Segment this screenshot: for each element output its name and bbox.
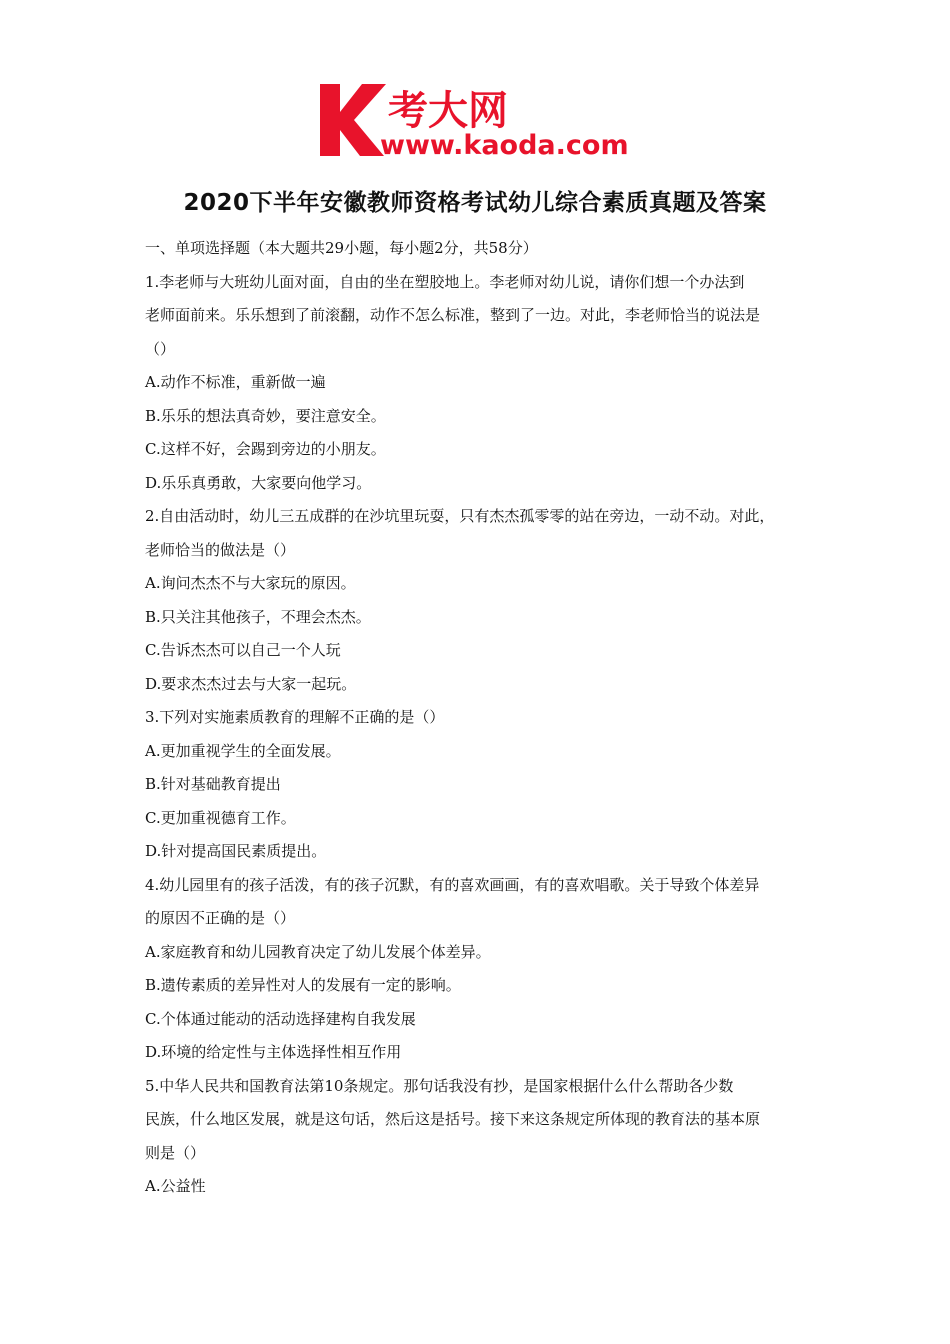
document-body (145, 232, 825, 1204)
option-b: B.遗传素质的差异性对人的发展有一定的影响。 (145, 976, 461, 994)
question-stem-line: 3.下列对实施素质教育的理解不正确的是（） (145, 708, 445, 726)
option-c: C.告诉杰杰可以自己一个人玩 (145, 641, 341, 659)
question-stem-line: 老师恰当的做法是（） (145, 540, 296, 559)
question-stem-line: 1.李老师与大班幼儿面对面，自由的坐在塑胶地上。李老师对幼儿说，请你们想一个办法到 (145, 272, 745, 291)
logo-k-mark (320, 84, 386, 156)
logo-brand-text: 考大网 (388, 88, 508, 134)
question-stem-line: 民族，什么地区发展，就是这句话，然后这是括号。接下来这条规定所体现的教育法的基本原 (145, 1110, 761, 1128)
question-stem-line: 则是（） (145, 1143, 206, 1162)
question-stem-line: 2.自由活动时，幼儿三五成群的在沙坑里玩耍，只有杰杰孤零零的站在旁边，一动不动。对此， (145, 507, 775, 525)
option-d: D.环境的给定性与主体选择性相互作用 (145, 1043, 402, 1061)
page-title: 2020下半年安徽教师资格考试幼儿综合素质真题及答案 (183, 190, 767, 216)
option-c: C.个体通过能动的活动选择建构自我发展 (145, 1009, 416, 1028)
option-b: B.只关注其他孩子，不理会杰杰。 (145, 607, 371, 626)
option-a: A.动作不标准，重新做一遍 (145, 373, 326, 391)
question-stem-line: （） (145, 339, 176, 358)
question-2 (145, 500, 825, 701)
option-a: A.更加重视学生的全面发展。 (145, 741, 341, 760)
option-a: A.询问杰杰不与大家玩的原因。 (145, 574, 356, 592)
question-stem-line: 的原因不正确的是（） (145, 909, 296, 927)
option-c: C.更加重视德育工作。 (145, 808, 296, 827)
option-b: B.乐乐的想法真奇妙，要注意安全。 (145, 406, 386, 425)
question-5 (145, 1070, 825, 1204)
question-3 (145, 701, 825, 869)
option-d: D.乐乐真勇敢，大家要向他学习。 (145, 473, 372, 492)
option-d: D.针对提高国民素质提出。 (145, 842, 327, 860)
kaoda-logo (318, 82, 638, 162)
option-d: D.要求杰杰过去与大家一起玩。 (145, 674, 357, 693)
option-c: C.这样不好，会踢到旁边的小朋友。 (145, 440, 386, 458)
question-stem-line: 5.中华人民共和国教育法第10条规定。那句话我没有抄，是国家根据什么什么帮助各少数 (145, 1076, 734, 1095)
question-4 (145, 869, 825, 1070)
section-header: 一、单项选择题（本大题共29小题，每小题2分，共58分） (145, 239, 538, 257)
question-stem-line: 老师面前来。乐乐想到了前滚翻，动作不怎么标准，整到了一边。对此，李老师恰当的说法是 (145, 306, 761, 324)
question-stem-line: 4.幼儿园里有的孩子活泼，有的孩子沉默，有的喜欢画画，有的喜欢唱歌。关于导致个体差异 (145, 875, 760, 894)
kaoda-logo-graphic (318, 82, 638, 162)
option-a: A.公益性 (145, 1177, 206, 1195)
logo-url-text: www.kaoda.com (380, 130, 629, 161)
question-1 (145, 266, 825, 501)
option-b: B.针对基础教育提出 (145, 775, 281, 793)
option-a: A.家庭教育和幼儿园教育决定了幼儿发展个体差异。 (145, 942, 491, 961)
